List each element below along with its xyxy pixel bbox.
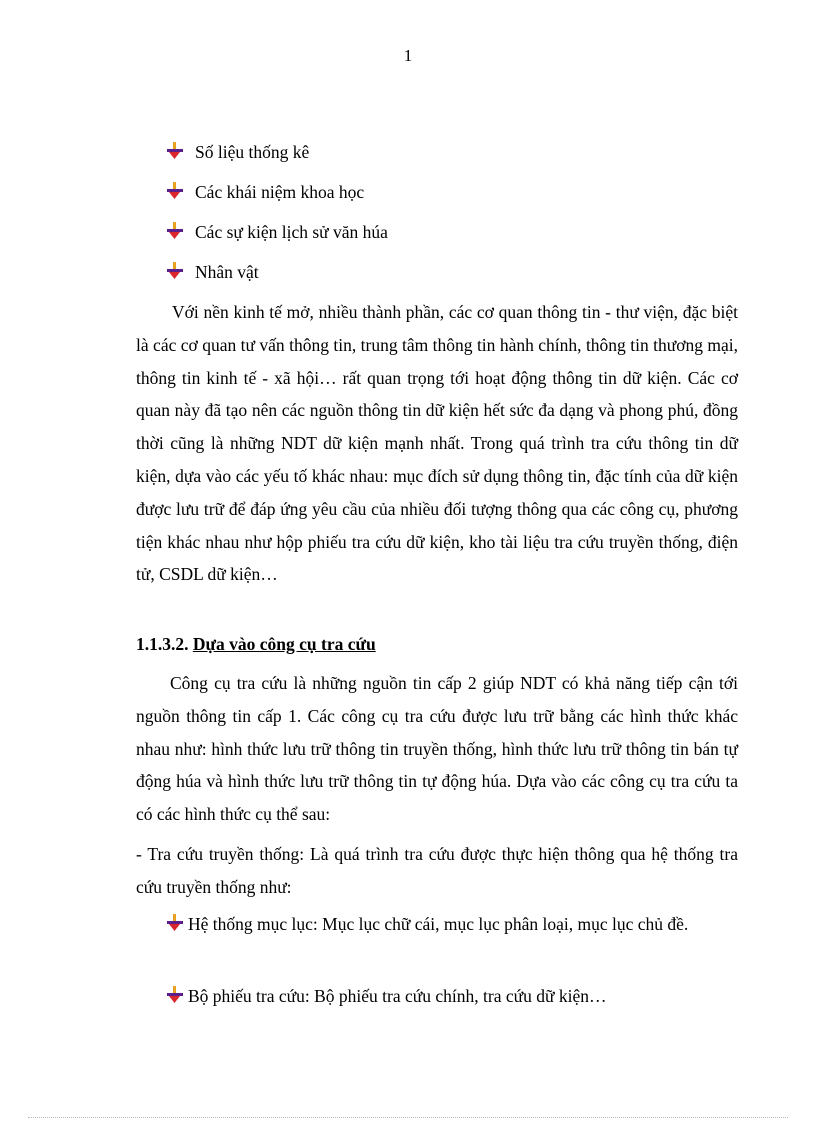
section-title: Dựa vào công cụ tra cứu — [192, 634, 376, 654]
list-item-text: Hệ thống mục lục: Mục lục chữ cái, mục lục phân loại, mục lục chủ đề. — [188, 914, 689, 934]
paragraph: - Tra cứu truyền thống: Là quá trình tra cứu được thực hiện thông qua hệ thống tra cứu truyền thống như: — [136, 844, 738, 897]
arrow-bullet-icon — [166, 262, 184, 280]
arrow-bullet-icon — [166, 986, 184, 1004]
arrow-bullet-icon — [166, 142, 184, 160]
list-item-text: Bộ phiếu tra cứu: Bộ phiếu tra cứu chính, tra cứu dữ kiện… — [188, 986, 607, 1006]
list-item-text: Nhân vật — [195, 262, 259, 282]
list-item-text: Các khái niệm khoa học — [195, 182, 365, 202]
list-item — [166, 908, 738, 941]
arrow-bullet-icon — [166, 222, 184, 240]
arrow-bullet-icon — [166, 182, 184, 200]
list-item-text: Số liệu thống kê — [195, 142, 310, 162]
arrow-bullet-icon — [166, 914, 184, 932]
page-number: 1 — [403, 46, 413, 65]
list-item — [166, 980, 738, 1013]
section-number: 1.1.3.2. — [136, 634, 189, 654]
page-bottom-rule — [28, 1117, 788, 1118]
paragraph: Với nền kinh tế mở, nhiều thành phần, các cơ quan thông tin - thư viện, đặc biệt là các cơ quan tư vấn thông tin, trung tâm thông tin hành chính, thông tin thương mại, thông tin kinh tế - xã hội… rất quan trọng tới hoạt động thông tin dữ kiện. Các cơ quan này đã tạo nên các nguồn thông tin dữ kiện hết sức đa dạng và phong phú, đồng thời cũng là những NDT dữ kiện mạnh nhất. Trong quá trình tra cứu thông tin dữ kiện, dựa vào các yếu tố khác nhau: mục đích sử dụng thông tin, đặc tính của dữ kiện được lưu trữ để đáp ứng yêu cầu của nhiều đối tượng thông qua các công cụ, phương tiện khác nhau như hộp phiếu tra cứu dữ kiện, kho tài liệu tra cứu truyền thống, điện tử, CSDL dữ kiện… — [136, 302, 738, 585]
section-heading — [136, 632, 376, 656]
list-item-text: Các sự kiện lịch sử văn húa — [195, 222, 388, 242]
paragraph: Công cụ tra cứu là những nguồn tin cấp 2 giúp NDT có khả năng tiếp cận tới nguồn thông tin cấp 1. Các công cụ tra cứu được lưu trữ bằng các hình thức khác nhau như: hình thức lưu trữ thông tin truyền thống, hình thức lưu trữ thông tin bán tự động húa và hình thức lưu trữ thông tin tự động húa. Dựa vào các công cụ tra cứu ta có các hình thức cụ thể sau: — [136, 673, 738, 825]
